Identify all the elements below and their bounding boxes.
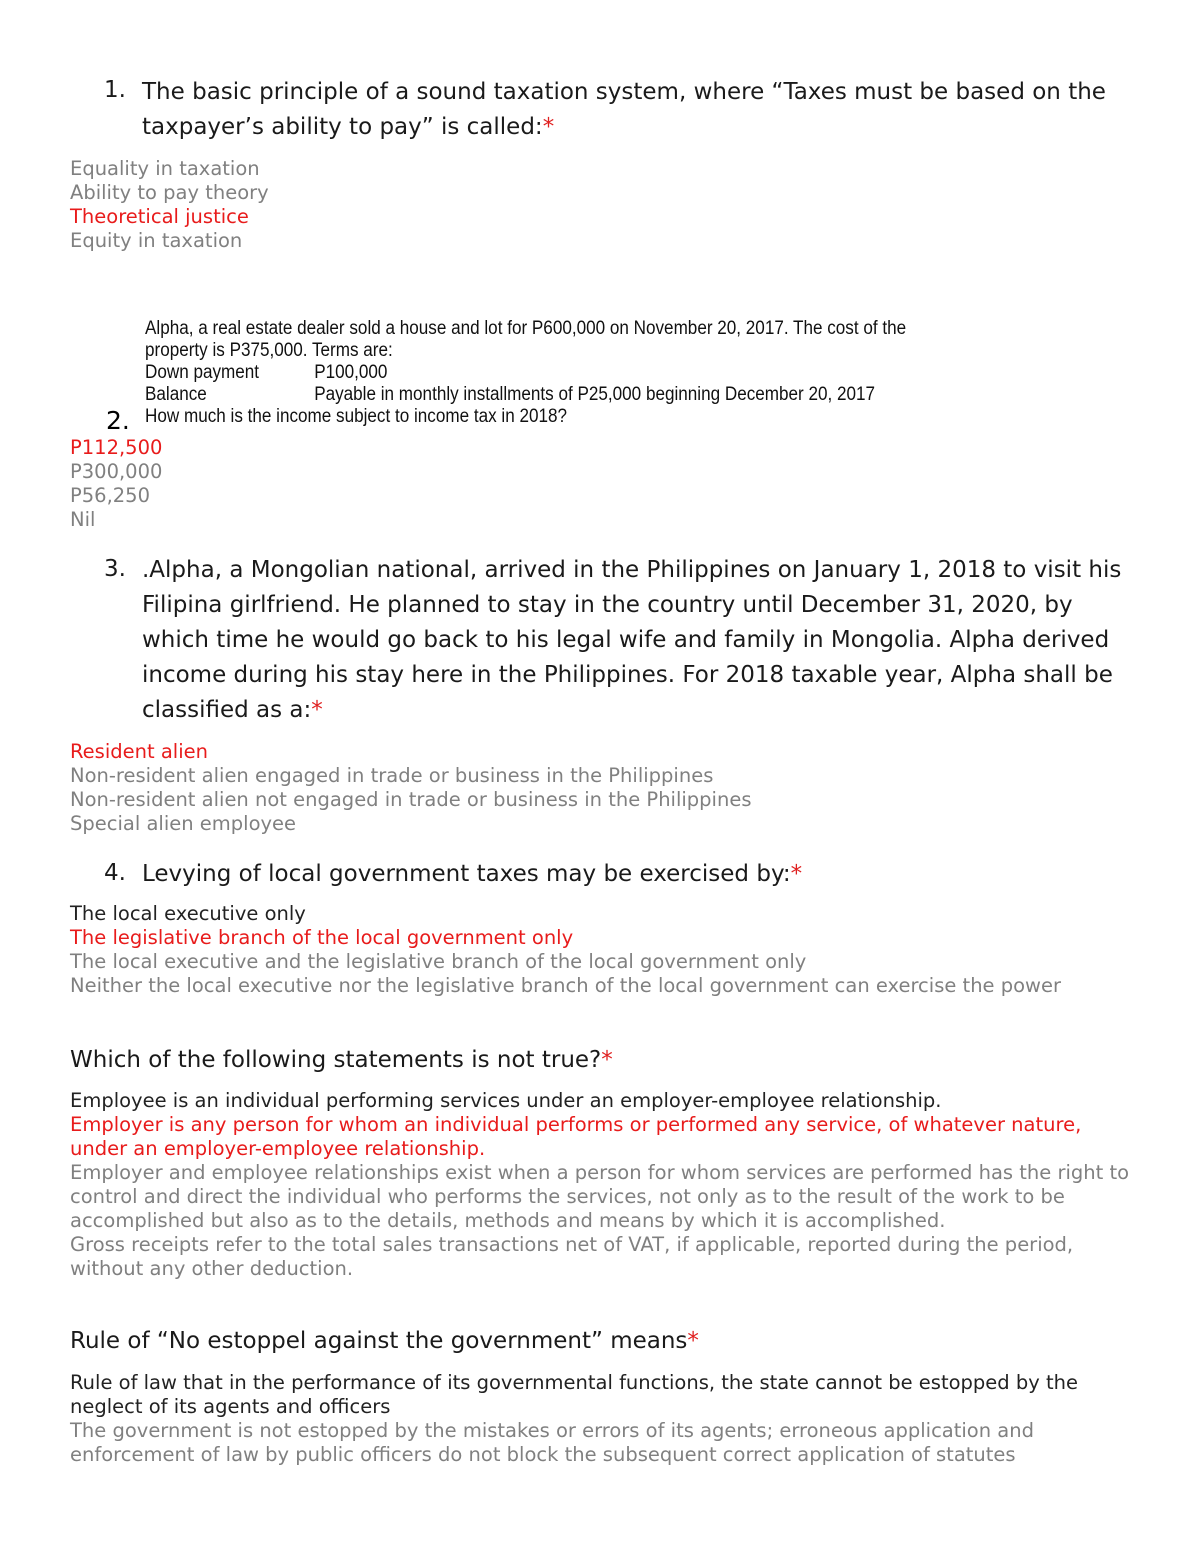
q3-option: Non-resident alien engaged in trade or business in the Philippines <box>70 764 714 787</box>
q2-problem-line1: Alpha, a real estate dealer sold a house and lot for P600,000 on November 20, 2017. The cost of the <box>145 318 907 339</box>
q6-option: Rule of law that in the performance of its governmental functions, the state cannot be estopped by the neglect of its agents and officers <box>70 1371 1078 1418</box>
q3-options <box>70 740 1130 836</box>
q6-required-asterisk: * <box>687 1328 699 1354</box>
q4-question <box>142 857 1142 892</box>
q1-number: 1. <box>104 77 126 103</box>
q6-question-text: Rule of “No estoppel against the government” means <box>70 1328 688 1354</box>
q3-number: 3. <box>104 556 126 582</box>
q2-balance-label: Balance <box>145 384 207 405</box>
q1-option: Equality in taxation <box>70 157 260 180</box>
q4-option-answer: The legislative branch of the local government only <box>70 926 574 949</box>
q4-option: Neither the local executive nor the legislative branch of the local government can exercise the power <box>70 974 1062 997</box>
q3-option: Non-resident alien not engaged in trade or business in the Philippines <box>70 788 752 811</box>
q6-options <box>70 1371 1145 1467</box>
q3-required-asterisk: * <box>311 697 323 723</box>
q4-options <box>70 902 1100 998</box>
q3-question-text: .Alpha, a Mongolian national, arrived in the Philippines on January 1, 2018 to visit his Filipina girlfriend. He planned to stay in the country until December 31, 2020, by which time he would go back to his legal wife and family in Mongolia. Alpha derived income during his stay here in the Philippines. For 2018 taxable year, Alpha shall be classified as a: <box>142 557 1122 723</box>
q2-problem-line2: property is P375,000. Terms are: <box>145 340 393 361</box>
q2-down-payment-row <box>145 362 955 384</box>
q5-question-text: Which of the following statements is not true? <box>70 1047 602 1073</box>
q5-option: Gross receipts refer to the total sales transactions net of VAT, if applicable, reported during the period, without any other deduction. <box>70 1233 1074 1280</box>
q2-problem-image <box>145 318 955 428</box>
q3-option-answer: Resident alien <box>70 740 208 763</box>
q2-down-payment-value: P100,000 <box>314 362 388 383</box>
q1-question <box>142 75 1142 145</box>
q4-required-asterisk: * <box>790 861 803 887</box>
q6-question <box>70 1324 1150 1359</box>
q2-option-answer: P112,500 <box>70 436 163 459</box>
q1-options <box>70 157 1130 253</box>
q2-option: P56,250 <box>70 484 150 507</box>
q2-problem-question: How much is the income subject to income tax in 2018? <box>145 406 568 427</box>
q2-balance-value: Payable in monthly installments of P25,000 beginning December 20, 2017 <box>314 384 876 405</box>
q5-question <box>70 1043 1150 1078</box>
q3-option: Special alien employee <box>70 812 297 835</box>
q4-number: 4. <box>104 860 126 886</box>
q5-required-asterisk: * <box>601 1047 613 1073</box>
q4-option: The local executive only <box>70 902 306 925</box>
q2-options <box>70 436 1130 532</box>
q4-question-text: Levying of local government taxes may be exercised by: <box>142 861 791 887</box>
q1-option: Equity in taxation <box>70 229 243 252</box>
q5-options <box>70 1089 1130 1281</box>
q2-option: P300,000 <box>70 460 163 483</box>
q1-option: Ability to pay theory <box>70 181 269 204</box>
q2-number: 2. <box>106 406 130 435</box>
q5-option: Employee is an individual performing services under an employer-employee relationship. <box>70 1089 942 1112</box>
q3-question <box>142 553 1132 728</box>
q6-option: The government is not estopped by the mistakes or errors of its agents; erroneous application and enforcement of law by public officers do not block the subsequent correct application of statutes <box>70 1419 1034 1466</box>
q4-option: The local executive and the legislative branch of the local government only <box>70 950 807 973</box>
q2-option: Nil <box>70 508 96 531</box>
q2-balance-row <box>145 384 955 406</box>
q5-option-answer: Employer is any person for whom an individual performs or performed any service, of whatever nature, under an employer-employee relationship. <box>70 1113 1082 1160</box>
q1-question-text: The basic principle of a sound taxation system, where “Taxes must be based on the taxpayer’s ability to pay” is called: <box>142 79 1106 140</box>
q5-option: Employer and employee relationships exist when a person for whom services are performed has the right to control and direct the individual who performs the services, not only as to the result of the work to be accomplished but also as to the details, methods and means by which it is accomplished. <box>70 1161 1130 1232</box>
q1-required-asterisk: * <box>542 114 555 140</box>
q2-down-payment-label: Down payment <box>145 362 260 383</box>
q1-option-answer: Theoretical justice <box>70 205 249 228</box>
